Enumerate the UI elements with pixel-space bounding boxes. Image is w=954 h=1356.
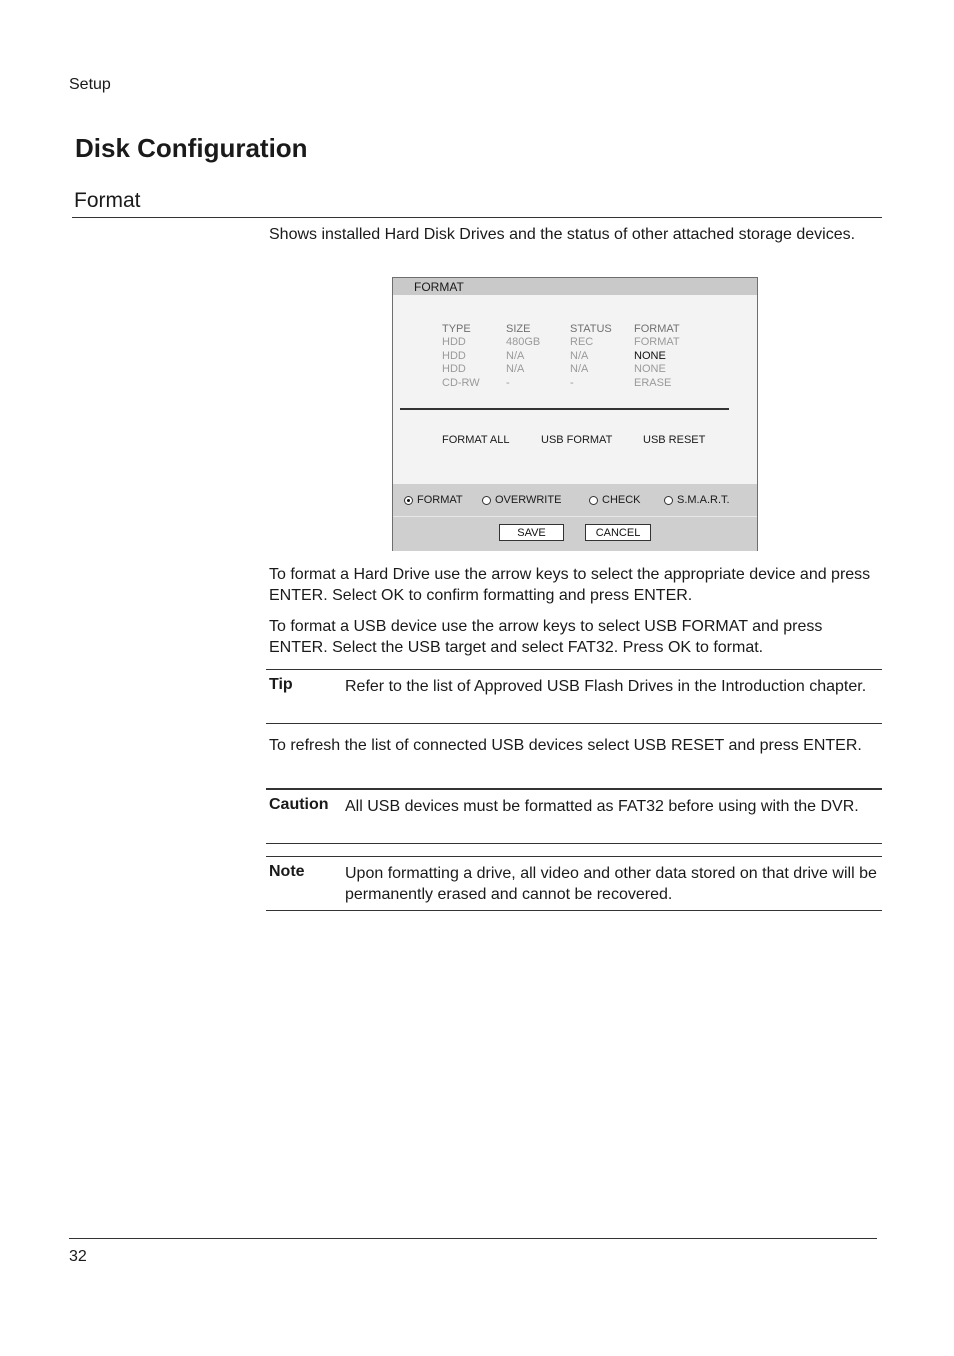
- page-title: Disk Configuration: [75, 133, 308, 163]
- note-text: Upon formatting a drive, all video and other data stored on that drive will be permanently erased and cannot be recovered.: [345, 865, 877, 903]
- column-header-size: SIZE: [506, 323, 531, 335]
- tip-bottom-rule: [266, 723, 882, 724]
- format-screen-image: [392, 277, 758, 551]
- cell: FORMAT: [634, 336, 680, 349]
- radio-selected-icon: [404, 496, 413, 505]
- format-all-option: FORMAT ALL: [442, 434, 510, 446]
- cell: -: [570, 376, 574, 389]
- cancel-button: CANCEL: [585, 524, 651, 541]
- tip-top-rule: [266, 669, 882, 670]
- caution-top-rule: [266, 788, 882, 790]
- column-header-status: STATUS: [570, 323, 612, 335]
- cell: REC: [570, 336, 594, 349]
- hdd-format-paragraph: To format a Hard Drive use the arrow keys to select the appropriate device and press ENTER. Select OK to confirm formatting and press ENTER.: [269, 566, 871, 604]
- section-divider: [72, 217, 882, 218]
- screen-divider: [400, 408, 729, 410]
- note-label: Note: [269, 863, 305, 880]
- intro-paragraph: Shows installed Hard Disk Drives and the status of other attached storage devices.: [269, 226, 856, 243]
- usb-format-option: USB FORMAT: [541, 434, 613, 446]
- column-size: [506, 323, 540, 390]
- tip-text: Refer to the list of Approved USB Flash Drives in the Introduction chapter.: [345, 678, 867, 695]
- cell: N/A: [506, 363, 525, 376]
- radio-label: OVERWRITE: [495, 494, 562, 506]
- radio-overwrite: [482, 494, 561, 506]
- radio-unselected-icon: [664, 496, 673, 505]
- cell: N/A: [506, 349, 525, 362]
- radio-check: [589, 494, 641, 506]
- cell: HDD: [442, 363, 466, 376]
- screen-button-bar: [393, 517, 757, 551]
- cell: N/A: [570, 363, 589, 376]
- radio-unselected-icon: [482, 496, 491, 505]
- cell: ERASE: [634, 376, 672, 389]
- cell: 480GB: [506, 336, 541, 349]
- usb-format-paragraph: To format a USB device use the arrow keys to select USB FORMAT and press ENTER. Select the USB target and select FAT32. Press OK to format.: [269, 618, 823, 656]
- radio-label: S.M.A.R.T.: [677, 494, 730, 506]
- mode-radio-bar: [393, 484, 757, 517]
- section-title: Format: [74, 189, 141, 212]
- page-number: 32: [69, 1248, 87, 1265]
- cell: -: [506, 376, 510, 389]
- radio-label: FORMAT: [417, 494, 463, 506]
- screen-title-bar: [393, 278, 757, 295]
- note-top-rule: [266, 856, 882, 857]
- cell: CD-RW: [442, 376, 480, 389]
- footer-rule: [69, 1238, 877, 1239]
- running-header: Setup: [69, 76, 111, 93]
- save-button: SAVE: [499, 524, 564, 541]
- column-format: [634, 323, 680, 390]
- cell-highlighted: NONE: [634, 349, 666, 362]
- column-status: [570, 323, 612, 390]
- usb-reset-option: USB RESET: [643, 434, 706, 446]
- note-bottom-rule: [266, 910, 882, 911]
- cell: HDD: [442, 336, 466, 349]
- caution-text: All USB devices must be formatted as FAT32 before using with the DVR.: [345, 798, 859, 815]
- column-header-format: FORMAT: [634, 323, 680, 335]
- column-type: [442, 323, 480, 390]
- usb-reset-paragraph: To refresh the list of connected USB devices select USB RESET and press ENTER.: [269, 737, 862, 754]
- tip-label: Tip: [269, 676, 293, 693]
- cell: N/A: [570, 349, 589, 362]
- caution-label: Caution: [269, 796, 329, 813]
- cell: NONE: [634, 363, 666, 376]
- caution-bottom-rule: [266, 843, 882, 844]
- radio-format: [404, 494, 463, 506]
- cell: HDD: [442, 349, 466, 362]
- radio-smart: [664, 494, 730, 506]
- radio-label: CHECK: [602, 494, 641, 506]
- column-header-type: TYPE: [442, 323, 471, 335]
- radio-unselected-icon: [589, 496, 598, 505]
- screen-title: FORMAT: [414, 280, 464, 294]
